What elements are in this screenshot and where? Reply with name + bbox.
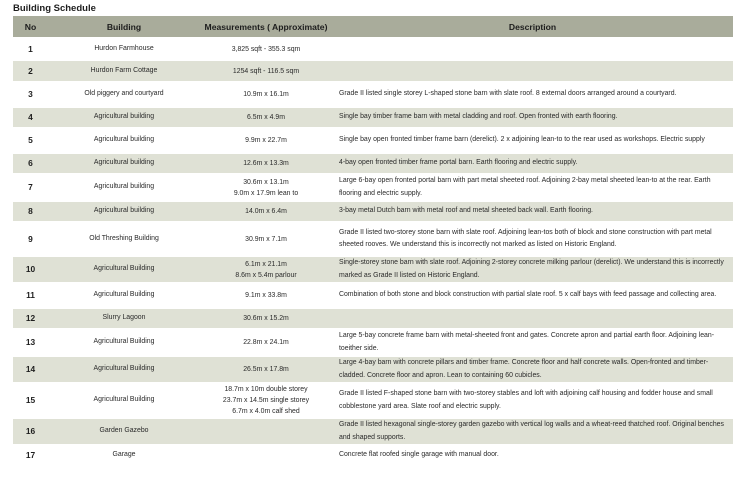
header-no: No [13, 16, 48, 39]
row-building: Agricultural building [48, 154, 200, 175]
measurement-line: 8.6m x 5.4m parlour [235, 271, 297, 279]
measurement-line: 14.0m x 6.4m [245, 208, 287, 215]
table-row [13, 330, 733, 357]
row-number: 4 [13, 108, 48, 129]
row-measurements [200, 154, 332, 175]
table-row [13, 39, 733, 61]
row-description: 4-bay open fronted timber frame portal barn. Earth flooring and electric supply. [332, 154, 733, 175]
row-measurements [200, 223, 332, 257]
row-number: 11 [13, 284, 48, 309]
measurement-line: 23.7m x 14.5m single storey [222, 397, 310, 404]
row-description: Grade II listed F-shaped stone barn with two-storey stables and loft with adjoining calf housing and fodder house and small cobblestone yard area. Slate roof and electric supply. [332, 384, 733, 419]
table-row [13, 129, 733, 154]
row-measurements [200, 108, 332, 129]
row-building: Agricultural building [48, 129, 200, 154]
row-measurements [200, 202, 332, 223]
measurement-line: 1254 sqft - 116.5 sqm [232, 67, 300, 75]
row-building: Garden Gazebo [48, 419, 200, 446]
header-description: Description [332, 16, 733, 39]
table-row [13, 202, 733, 223]
table-row [13, 419, 733, 446]
row-number: 16 [13, 419, 48, 446]
row-number: 6 [13, 154, 48, 175]
row-measurements [200, 357, 332, 384]
table-row [13, 309, 733, 330]
row-number: 1 [13, 39, 48, 61]
measurement-line: 10.9m x 16.1m [243, 91, 289, 98]
row-description [332, 61, 733, 83]
row-measurements [200, 309, 332, 330]
row-measurements [200, 446, 332, 466]
measurement-line: 6.5m x 4.9m [247, 114, 285, 121]
measurement-line: 22.8m x 24.1m [243, 339, 289, 346]
row-number: 8 [13, 202, 48, 223]
header-building: Building [48, 16, 200, 39]
measurement-line: 12.6m x 13.3m [243, 160, 289, 167]
table-row [13, 384, 733, 419]
row-building: Agricultural Building [48, 330, 200, 357]
row-description: Single bay open fronted timber frame barn (derelict). 2 x adjoining lean-to to the rear used as workshops. Electric supply [332, 129, 733, 154]
row-description: Grade II listed single storey L-shaped stone barn with slate roof. 8 external doors arranged around a courtyard. [332, 83, 733, 108]
row-measurements [200, 39, 332, 61]
header-measurements: Measurements ( Approximate) [200, 16, 332, 39]
row-measurements [200, 175, 332, 202]
row-description: Combination of both stone and block construction with partial slate roof. 5 x calf bays with feed passage and collecting area. [332, 284, 733, 309]
row-building: Agricultural Building [48, 357, 200, 384]
row-measurements [200, 384, 332, 419]
row-number: 7 [13, 175, 48, 202]
row-number: 9 [13, 223, 48, 257]
row-number: 15 [13, 384, 48, 419]
table-row [13, 257, 733, 284]
row-building: Old piggery and courtyard [48, 83, 200, 108]
header-row [13, 16, 733, 39]
row-building: Agricultural building [48, 202, 200, 223]
row-measurements [200, 129, 332, 154]
measurement-line: 30.6m x 13.1m [243, 178, 289, 186]
row-description: Large 6-bay open fronted portal barn with part metal sheeted roof. Adjoining 2-bay metal sheeted lean-to at the rear. Earth flooring and electric supply. [332, 175, 733, 202]
building-schedule-table [13, 16, 733, 466]
row-measurements [200, 284, 332, 309]
row-building: Hurdon Farm Cottage [48, 61, 200, 83]
row-building: Agricultural Building [48, 384, 200, 419]
row-number: 14 [13, 357, 48, 384]
measurement-line: 6.1m x 21.1m [245, 260, 287, 268]
row-description [332, 309, 733, 330]
row-building: Agricultural Building [48, 284, 200, 309]
row-measurements [200, 330, 332, 357]
table-row [13, 223, 733, 257]
row-building: Old Threshing Building [48, 223, 200, 257]
row-measurements [200, 83, 332, 108]
row-building: Agricultural building [48, 175, 200, 202]
row-description: Grade II listed hexagonal single-storey garden gazebo with vertical log walls and a wheat-reed thatched roof. Original benches and shaped supports. [332, 419, 733, 446]
row-description: Single bay timber frame barn with metal cladding and roof. Open fronted with earth flooring. [332, 108, 733, 129]
row-building: Hurdon Farmhouse [48, 39, 200, 61]
measurement-line: 18.7m x 10m double storey [224, 386, 308, 393]
row-description [332, 39, 733, 61]
table-row [13, 357, 733, 384]
row-measurements [200, 419, 332, 446]
row-building: Slurry Lagoon [48, 309, 200, 330]
measurement-line: 6.7m x 4.0m calf shed [232, 408, 300, 415]
table-row [13, 446, 733, 466]
row-description: Concrete flat roofed single garage with manual door. [332, 446, 733, 466]
row-number: 13 [13, 330, 48, 357]
measurement-line: 9.9m x 22.7m [245, 137, 287, 144]
table-row [13, 61, 733, 83]
row-description: Single-storey stone barn with slate roof. Adjoining 2-storey concrete milking parlour (derelict). We understand this is incorrectly marked as Grade II listed on Historic England. [332, 257, 733, 284]
measurement-line: 30.6m x 15.2m [243, 315, 289, 322]
row-number: 17 [13, 446, 48, 466]
table-row [13, 284, 733, 309]
row-description: Large 4-bay barn with concrete pillars and timber frame. Concrete floor and half concrete walls. Open-fronted and timber-cladded. Concrete floor and apron. Lean to containing 60 cubicles. [332, 357, 733, 384]
table-row [13, 175, 733, 202]
row-building: Agricultural building [48, 108, 200, 129]
row-number: 5 [13, 129, 48, 154]
row-building: Garage [48, 446, 200, 466]
measurement-line: 9.0m x 17.9m lean to [233, 189, 299, 197]
row-building: Agricultural Building [48, 257, 200, 284]
row-measurements [200, 257, 332, 284]
row-measurements [200, 61, 332, 83]
measurement-line: 30.9m x 7.1m [245, 235, 287, 243]
measurement-line: 3,825 sqft - 355.3 sqm [231, 45, 301, 53]
table-body [13, 39, 733, 466]
row-description: 3-bay metal Dutch barn with metal roof and metal sheeted back wall. Earth flooring. [332, 202, 733, 223]
row-number: 2 [13, 61, 48, 83]
row-description: Grade II listed two-storey stone barn with slate roof. Adjoining lean-tos both of block and stone construction with part metal sheeted rooves. We understand this is incorrectly not marked as listed on Historic England. [332, 223, 733, 257]
table-row [13, 108, 733, 129]
table-row [13, 83, 733, 108]
measurement-line: 26.5m x 17.8m [243, 366, 289, 373]
row-description: Large 5-bay concrete frame barn with metal-sheeted front and gates. Concrete apron and partial earth floor. Adjoining lean-toeither side. [332, 330, 733, 357]
row-number: 12 [13, 309, 48, 330]
row-number: 3 [13, 83, 48, 108]
page-title: Building Schedule [13, 3, 96, 14]
row-number: 10 [13, 257, 48, 284]
measurement-line: 9.1m x 33.8m [245, 292, 287, 299]
table-row [13, 154, 733, 175]
